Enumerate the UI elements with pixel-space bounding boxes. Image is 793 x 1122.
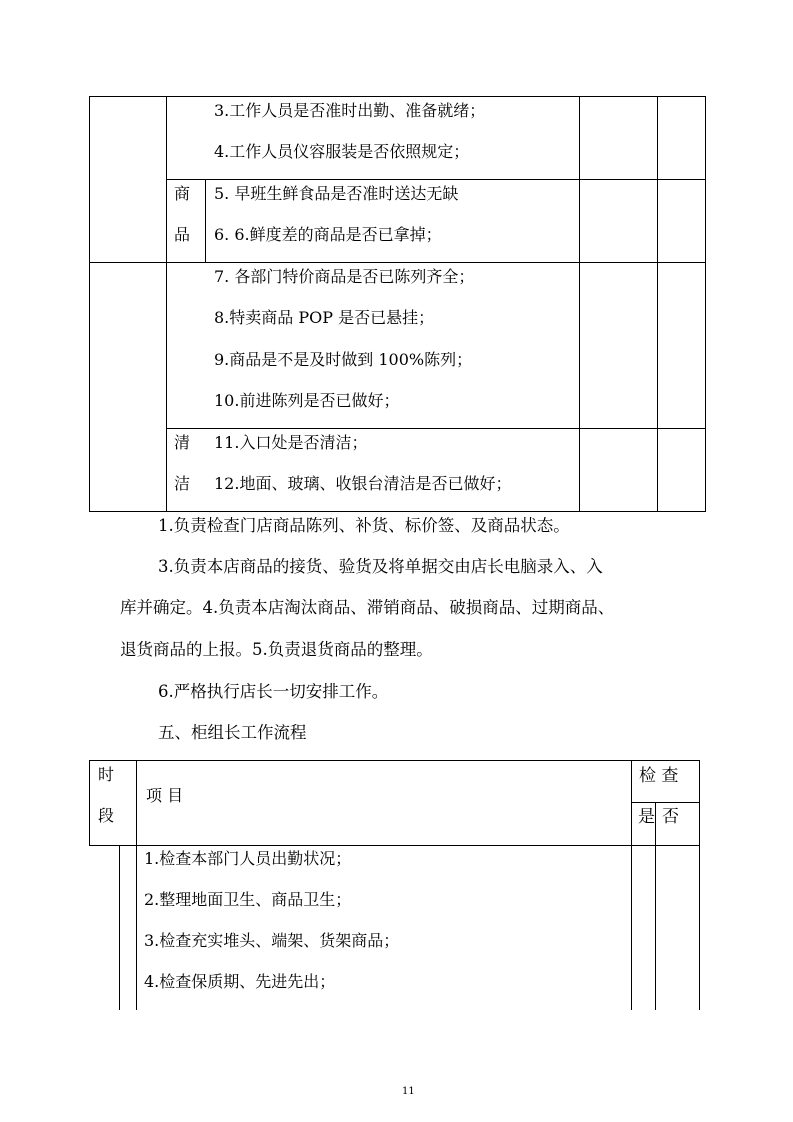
table-row: 3.工作人员是否准时出勤、准备就绪； bbox=[214, 101, 486, 120]
table-row: 11.入口处是否清洁； bbox=[214, 433, 368, 452]
header-time-char: 段 bbox=[98, 806, 115, 825]
table-row: 2.整理地面卫生、商品卫生； bbox=[144, 890, 352, 909]
table-row: 7. 各部门特价商品是否已陈列齐全； bbox=[214, 267, 475, 286]
table-row: 10.前进陈列是否已做好； bbox=[214, 391, 400, 410]
table-row: 1.检查本部门人员出勤状况； bbox=[144, 849, 352, 868]
table-row: 8.特卖商品 POP 是否已悬挂； bbox=[214, 308, 435, 327]
page-number: 11 bbox=[402, 1086, 415, 1097]
table-border-bottom bbox=[89, 511, 706, 512]
table-border-top bbox=[89, 96, 706, 97]
table-border-left bbox=[119, 845, 120, 1010]
header-no: 否 bbox=[662, 807, 679, 827]
table-rule bbox=[657, 96, 658, 512]
header-yes: 是 bbox=[638, 807, 655, 827]
table-rule bbox=[579, 96, 580, 512]
section-heading: 五、柜组长工作流程 bbox=[158, 723, 307, 742]
table-border-left bbox=[89, 96, 90, 512]
table-rule bbox=[631, 802, 700, 803]
table-rule bbox=[89, 845, 700, 846]
table-row: 3.检查充实堆头、端架、货架商品； bbox=[144, 931, 400, 950]
table-border-right bbox=[699, 760, 700, 1010]
header-time-char: 时 bbox=[98, 765, 115, 784]
table-border-right bbox=[705, 96, 706, 512]
table-border-left bbox=[89, 760, 90, 846]
paragraph: 1.负责检查门店商品陈列、补货、标价签、及商品状态。 bbox=[158, 516, 570, 535]
header-item: 项 目 bbox=[146, 786, 184, 805]
table-border-top bbox=[89, 760, 700, 761]
table-rule bbox=[166, 179, 706, 180]
table-rule bbox=[205, 179, 206, 263]
table-rule bbox=[136, 760, 137, 1010]
paragraph: 6.严格执行店长一切安排工作。 bbox=[158, 682, 389, 701]
table-row: 5. 早班生鲜食品是否准时送达无缺 bbox=[214, 184, 459, 203]
table-rule bbox=[89, 262, 706, 263]
header-check: 检 查 bbox=[639, 766, 679, 786]
category-clean-char: 清 bbox=[174, 433, 191, 452]
paragraph: 库并确定。4.负责本店淘汰商品、滞销商品、破损商品、过期商品、 bbox=[120, 598, 615, 617]
table-row: 6. 6.鲜度差的商品是否已拿掉； bbox=[214, 225, 442, 244]
table-rule bbox=[631, 760, 632, 1010]
paragraph: 3.负责本店商品的接货、验货及将单据交由店长电脑录入、入 bbox=[158, 557, 603, 576]
category-clean-char: 洁 bbox=[174, 474, 191, 493]
category-goods-char: 商 bbox=[174, 184, 191, 203]
table-row: 4.工作人员仪容服装是否依照规定； bbox=[214, 142, 470, 161]
table-rule bbox=[166, 96, 167, 512]
table-row: 4.检查保质期、先进先出； bbox=[144, 972, 336, 991]
category-goods-char: 品 bbox=[174, 225, 191, 244]
table-row: 9.商品是不是及时做到 100%陈列； bbox=[214, 350, 473, 369]
paragraph: 退货商品的上报。5.负责退货商品的整理。 bbox=[120, 640, 433, 659]
table-row: 12.地面、玻璃、收银台清洁是否已做好； bbox=[214, 474, 512, 493]
table-rule bbox=[166, 428, 706, 429]
table-rule bbox=[655, 802, 656, 1010]
